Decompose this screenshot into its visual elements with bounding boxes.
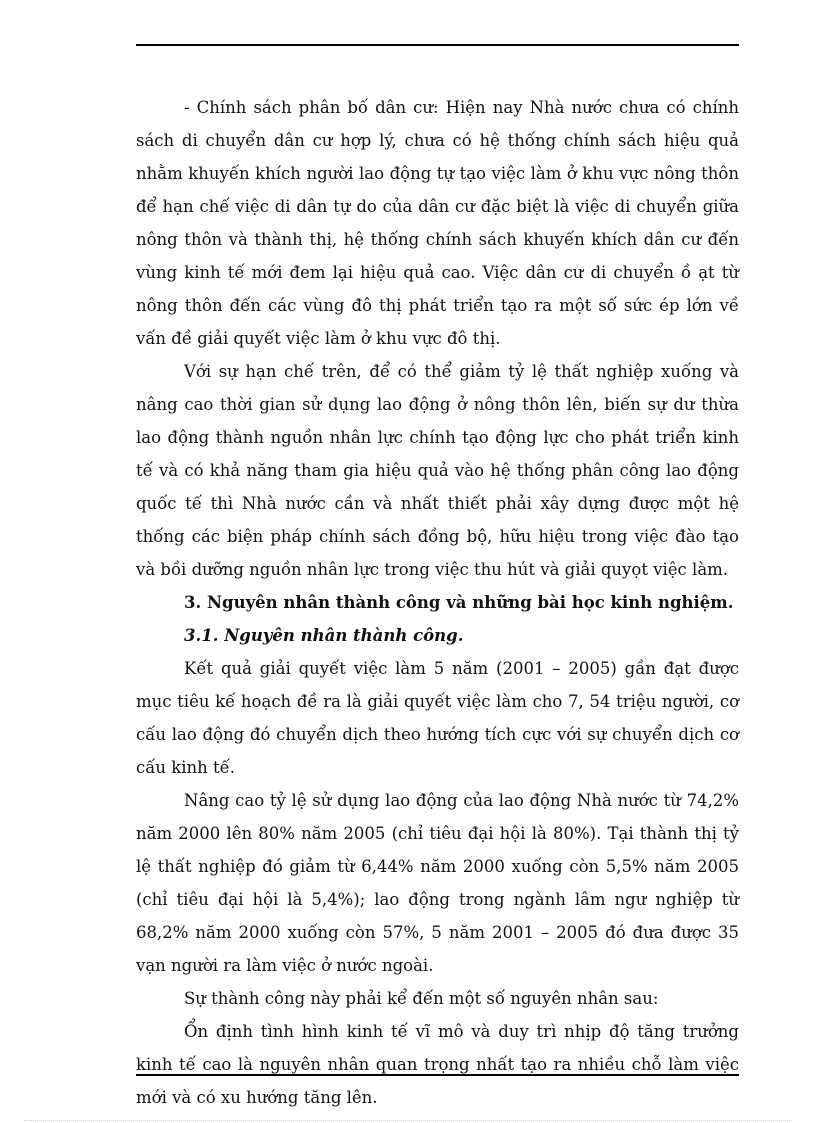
paragraph-limitations: Với sự hạn chế trên, để có thể giảm tỷ lệ thất nghiệp xuống và nâng cao thời gian sử dụng lao động ở nông thôn lên, biến sự dư thừa lao động thành nguồn nhân lực chính tạo động lực cho phát triển kinh tế và có khả năng tham gia hiệu quả vào hệ thống phân công lao động quốc tế thì Nhà nước cần và nhất thiết phải xây dựng được một hệ thống các biện pháp chính sách đồng bộ, hữu hiệu trong việc đào tạo và bồi dưỡng nguồn nhân lực trong việc thu hút và giải quyọt việc làm. xyxy=(136,362,739,579)
paragraph-macro-stability: Ổn định tình hình kinh tế vĩ mô và duy trì nhịp độ tăng trưởng kinh tế cao là nguyên nhân quan trọng nhất tạo ra nhiều chỗ làm việc mới và có xu hướng tăng lên. xyxy=(136,1022,739,1107)
page-body xyxy=(136,91,739,1114)
paragraph-statistics: Nâng cao tỷ lệ sử dụng lao động của lao động Nhà nước từ 74,2% năm 2000 lên 80% năm 2005 (chỉ tiêu đại hội là 80%). Tại thành thị tỷ lệ thất nghiệp đó giảm từ 6,44% năm 2000 xuống còn 5,5% năm 2005 (chỉ tiêu đại hội là 5,4%); lao động trong ngành lâm ngư nghiệp từ 68,2% năm 2000 xuống còn 57%, 5 năm 2001 – 2005 đó đưa được 35 vạn người ra làm việc ở nước ngoài. xyxy=(136,791,739,975)
paragraph-results: Kết quả giải quyết việc làm 5 năm (2001 – 2005) gần đạt được mục tiêu kế hoạch đề ra là giải quyết việc làm cho 7, 54 triệu người, cơ cấu lao động đó chuyển dịch theo hướng tích cực với sự chuyển dịch cơ cấu kinh tế. xyxy=(136,659,739,777)
footer-rule xyxy=(136,1074,739,1076)
section-heading: 3. Nguyên nhân thành công và những bài học kinh nghiệm. xyxy=(184,593,734,612)
subsection-heading: 3.1. Nguyên nhân thành công. xyxy=(184,626,464,645)
page-edge-divider xyxy=(24,1120,792,1121)
paragraph-population-policy: - Chính sách phân bố dân cư: Hiện nay Nhà nước chưa có chính sách di chuyển dân cư hợp lý, chưa có hệ thống chính sách hiệu quả nhằm khuyến khích người lao động tự tạo việc làm ở khu vực nông thôn để hạn chế việc di dân tự do của dân cư đặc biệt là việc di chuyển giữa nông thôn và thành thị, hệ thống chính sách khuyến khích dân cư đến vùng kinh tế mới đem lại hiệu quả cao. Việc dân cư di chuyển ồ ạt từ nông thôn đến các vùng đô thị phát triển tạo ra một số sức ép lớn về vấn đề giải quyết việc làm ở khu vực đô thị. xyxy=(136,98,739,348)
header-rule xyxy=(136,44,739,46)
paragraph-reasons-intro: Sự thành công này phải kể đến một số nguyên nhân sau: xyxy=(184,989,659,1008)
